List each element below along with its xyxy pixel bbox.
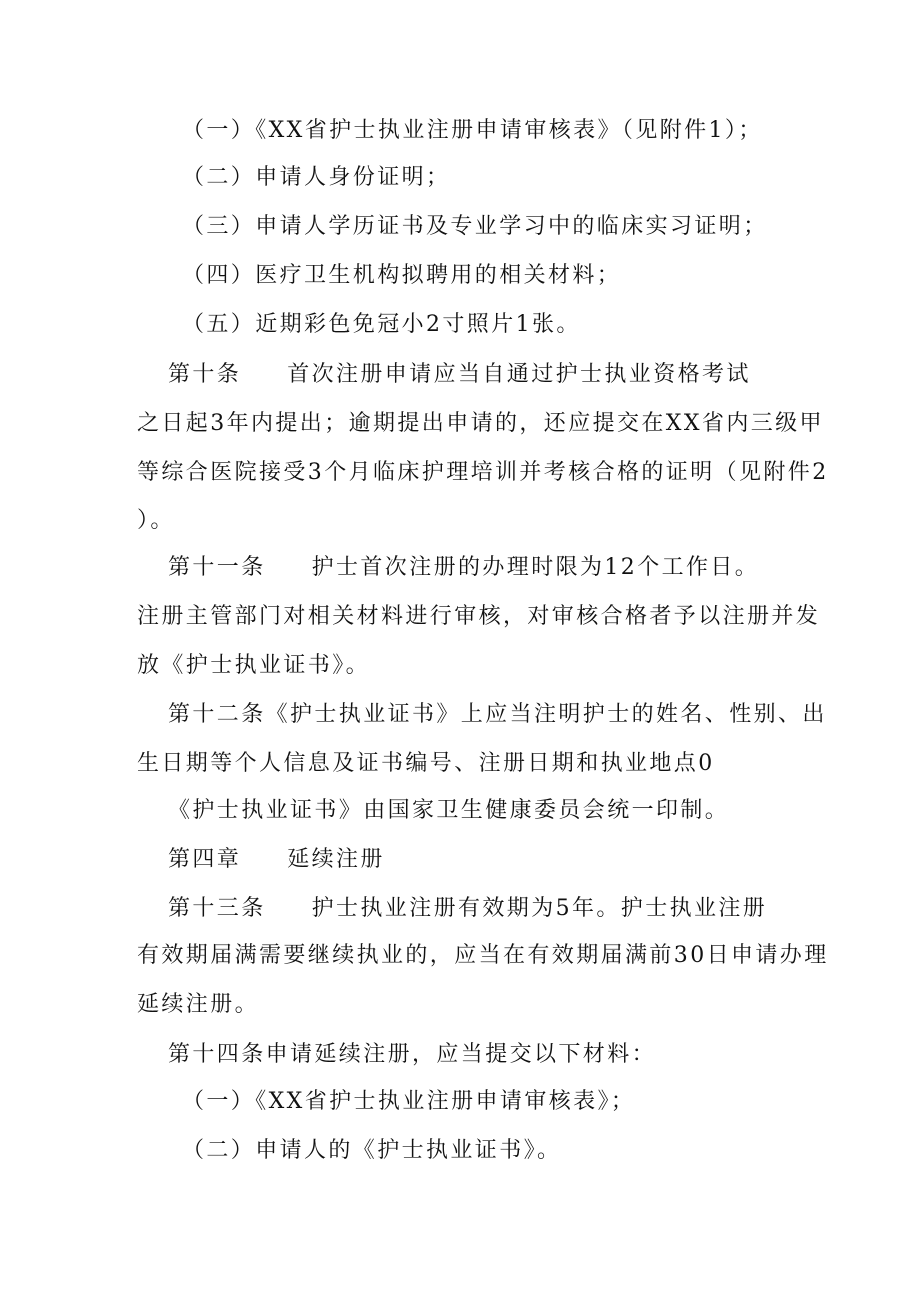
list-item-3: （三）申请人学历证书及专业学习中的临床实习证明； (182, 214, 768, 239)
article-11-first-line (168, 553, 759, 583)
article-11-line-2: 注册主管部门对相关材料进行审核，对审核合格者予以注册并发 (137, 604, 821, 629)
article-12-line-2: 生日期等个人信息及证书编号、注册日期和执业地点0 (137, 751, 715, 776)
chapter-4-title: 延续注册 (287, 847, 385, 872)
article-14-item-1: （一）《XX省护士执业注册申请审核表》； (182, 1089, 636, 1114)
article-13-text: 护士执业注册有效期为5年。护士执业注册 (311, 896, 768, 921)
article-12-first-line: 第十二条《护士执业证书》上应当注明护士的姓名、性别、出 (168, 702, 827, 727)
article-10-label: 第十条 (168, 362, 242, 387)
chapter-4-heading (168, 845, 385, 875)
article-14-item-2: （二）申请人的《护士执业证书》。 (182, 1138, 562, 1163)
article-13-line-3: 延续注册。 (137, 992, 260, 1017)
article-11-text: 护士首次注册的办理时限为12个工作日。 (311, 555, 760, 580)
article-10-line-2: 之日起3年内提出；逾期提出申请的，还应提交在XX省内三级甲 (137, 411, 824, 436)
list-item-2: （二）申请人身份证明； (182, 165, 451, 190)
article-13-line-2: 有效期届满需要继续执业的，应当在有效期届满前30日申请办理 (137, 943, 829, 968)
list-item-4: （四）医疗卫生机构拟聘用的相关材料； (182, 263, 622, 288)
chapter-4-label: 第四章 (168, 847, 242, 872)
article-11-line-3: 放《护士执业证书》。 (137, 653, 371, 678)
list-item-1: （一）《XX省护士执业注册申请审核表》（见附件1）； (182, 118, 763, 143)
article-10-line-4: ）。 (137, 508, 175, 533)
article-12-line-3: 《护士执业证书》由国家卫生健康委员会统一印制。 (168, 798, 730, 823)
article-10-line-3: 等综合医院接受3个月临床护理培训并考核合格的证明（见附件2 (137, 460, 829, 485)
article-13-label: 第十三条 (168, 896, 266, 921)
article-14-first-line: 第十四条申请延续注册，应当提交以下材料： (168, 1042, 657, 1067)
article-11-label: 第十一条 (168, 555, 266, 580)
article-13-first-line (168, 894, 767, 924)
article-10-text: 首次注册申请应当自通过护士执业资格考试 (287, 362, 751, 387)
article-10-first-line (168, 360, 751, 390)
list-item-5: （五）近期彩色免冠小2寸照片1张。 (182, 312, 581, 337)
